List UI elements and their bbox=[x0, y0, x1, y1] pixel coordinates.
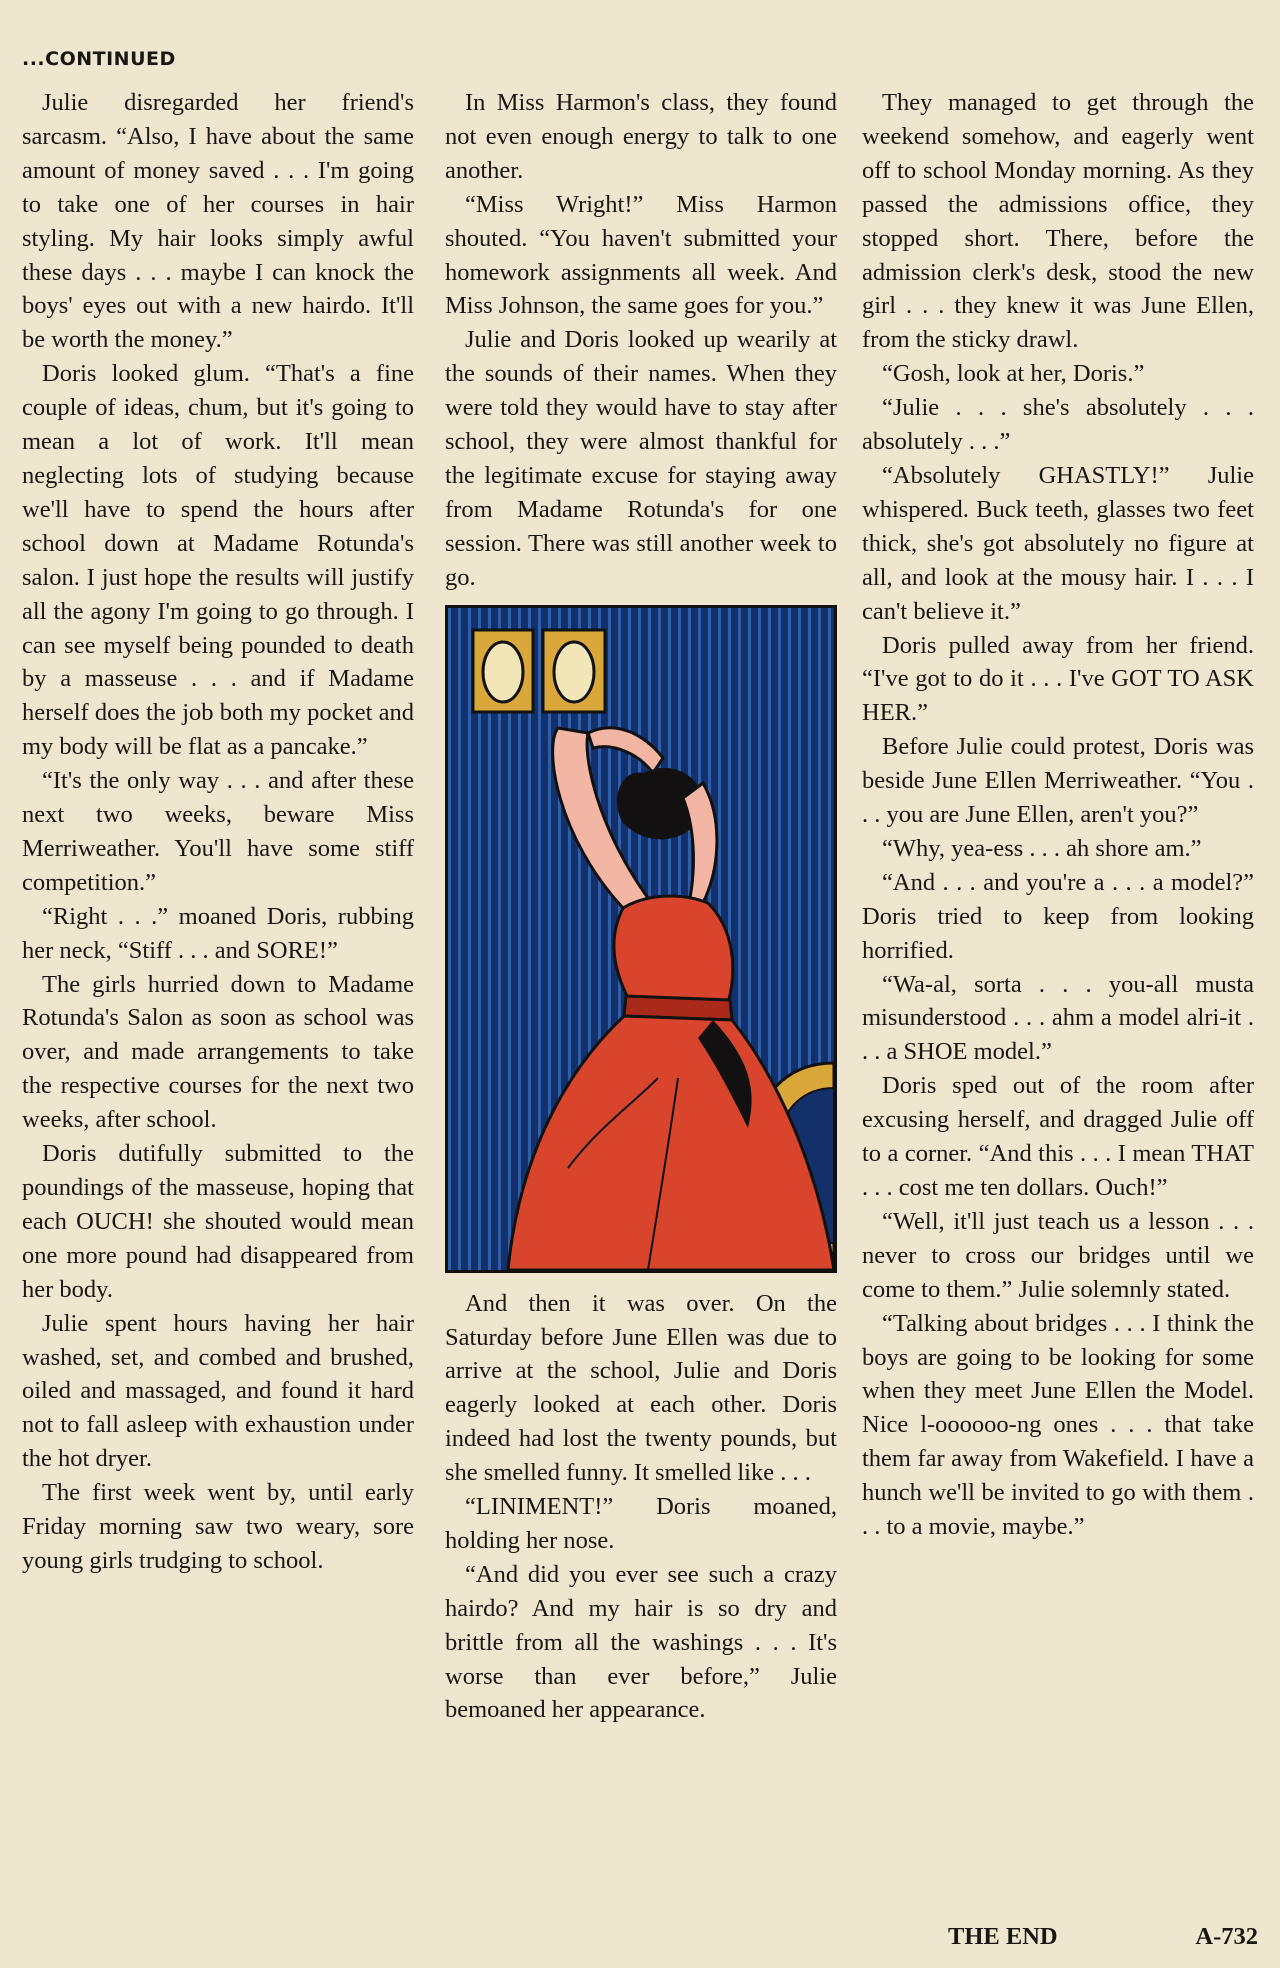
column-2-bottom-text bbox=[445, 1287, 837, 1728]
paragraph: “Why, yea-ess . . . ah shore am.” bbox=[882, 834, 1202, 862]
text-column-1 bbox=[22, 86, 414, 1578]
paragraph: “Miss Wright!” Miss Harmon shouted. “You haven't submitted your homework assignments all week. And Miss Johnson, the same goes for you.” bbox=[445, 190, 837, 320]
text-column-3 bbox=[862, 86, 1254, 1544]
paragraph: And then it was over. On the Saturday before June Ellen was due to arrive at the school, Julie and Doris eagerly looked at each other. Doris indeed had lost the twenty pounds, but she smelled funny. It smelled like . . . bbox=[445, 1289, 837, 1487]
wall-frame-left bbox=[473, 630, 533, 712]
paragraph: “Gosh, look at her, Doris.” bbox=[882, 360, 1145, 388]
paragraph: “LINIMENT!” Doris moaned, holding her nose. bbox=[445, 1493, 837, 1554]
paragraph: “Wa-al, sorta . . . you-all musta misunderstood . . . ahm a model alri-it . . . a SHOE model.” bbox=[862, 970, 1254, 1066]
paragraph: “Well, it'll just teach us a lesson . . . never to cross our bridges until we come to them.” Julie solemnly stated. bbox=[862, 1207, 1254, 1303]
paragraph: “Right . . .” moaned Doris, rubbing her neck, “Stiff . . . and SORE!” bbox=[22, 902, 414, 964]
paragraph: “Absolutely GHASTLY!” Julie whispered. Buck teeth, glasses two feet thick, she's got absolutely no figure at all, and look at the mousy hair. I . . . I can't believe it.” bbox=[862, 461, 1254, 625]
paragraph: They managed to get through the weekend somehow, and eagerly went off to school Monday morning. As they passed the admissions office, they stopped short. There, before the admission clerk's desk, stood the new girl . . . they knew it was June Ellen, from the sticky drawl. bbox=[862, 89, 1254, 354]
the-end-label: THE END bbox=[948, 1923, 1058, 1950]
paragraph: The first week went by, until early Friday morning saw two weary, sore young girls trudging to school. bbox=[22, 1479, 414, 1574]
paragraph: In Miss Harmon's class, they found not even enough energy to talk to one another. bbox=[445, 89, 837, 184]
paragraph: Doris sped out of the room after excusing herself, and dragged Julie off to a corner. “And this . . . I mean THAT . . . cost me ten dollars. Ouch!” bbox=[862, 1072, 1254, 1201]
paragraph: Julie and Doris looked up wearily at the sounds of their names. When they were told they would have to stay after school, they were almost thankful for the legitimate excuse for staying away from Madame Rotunda's for one session. There was still another week to go. bbox=[445, 326, 837, 591]
paragraph: Before Julie could protest, Doris was beside June Ellen Merriweather. “You . . . you are June Ellen, aren't you?” bbox=[862, 733, 1254, 829]
paragraph: Julie spent hours having her hair washed, set, and combed and brushed, oiled and massaged, and found it hard not to fall asleep with exhaustion under the hot dryer. bbox=[22, 1309, 414, 1473]
paragraph: The girls hurried down to Madame Rotunda's Salon as soon as school was over, and made arrangements to take the respective courses for the next two weeks, after school. bbox=[22, 970, 414, 1134]
paragraph: Doris pulled away from her friend. “I've got to do it . . . I've GOT TO ASK HER.” bbox=[862, 631, 1254, 727]
continued-label: ...CONTINUED bbox=[22, 48, 176, 70]
wall-frame-right bbox=[543, 630, 605, 712]
paragraph: Doris looked glum. “That's a fine couple of ideas, chum, but it's going to mean a lot of work. It'll mean neglecting lots of studying because we'll have to spend the hours after school down at Madame Rotunda's salon. I just hope the results will justify all the agony I'm going to go through. I can see myself being pounded to death by a masseuse . . . and if Madame herself does the job both my pocket and my body will be flat as a pancake.” bbox=[22, 360, 414, 761]
page-code: A-732 bbox=[1195, 1923, 1258, 1950]
story-footer bbox=[948, 1920, 1258, 1954]
paragraph: “And did you ever see such a crazy hairdo? And my hair is so dry and brittle from all the washings . . . It's worse than ever before,” Julie bemoaned her appearance. bbox=[445, 1560, 837, 1724]
paragraph: “Talking about bridges . . . I think the boys are going to be looking for some when they meet June Ellen the Model. Nice l-oooooo-ng ones . . . that take them far away from Wakefield. I have a hunch we'll be invited to go with them . . . to a movie, maybe.” bbox=[862, 1309, 1254, 1541]
illustration-panel bbox=[445, 605, 837, 1273]
woman-fixing-hair-illustration bbox=[448, 608, 834, 1270]
paragraph: Julie disregarded her friend's sarcasm. “Also, I have about the same amount of money saved . . . I'm going to take one of her courses in hair styling. My hair looks simply awful these days . . . maybe I can knock the boys' eyes out with a new hairdo. It'll be worth the money.” bbox=[22, 89, 414, 354]
text-column-2 bbox=[445, 86, 837, 1727]
paragraph: “Julie . . . she's absolutely . . . absolutely . . .” bbox=[862, 394, 1254, 456]
column-2-top-text bbox=[445, 86, 837, 595]
paragraph: “And . . . and you're a . . . a model?” Doris tried to keep from looking horrified. bbox=[862, 868, 1254, 964]
paragraph: Doris dutifully submitted to the poundings of the masseuse, hoping that each OUCH! she shouted would mean one more pound had disappeared from her body. bbox=[22, 1140, 414, 1303]
paragraph: “It's the only way . . . and after these next two weeks, beware Miss Merriweather. You'll have some stiff competition.” bbox=[22, 767, 414, 896]
